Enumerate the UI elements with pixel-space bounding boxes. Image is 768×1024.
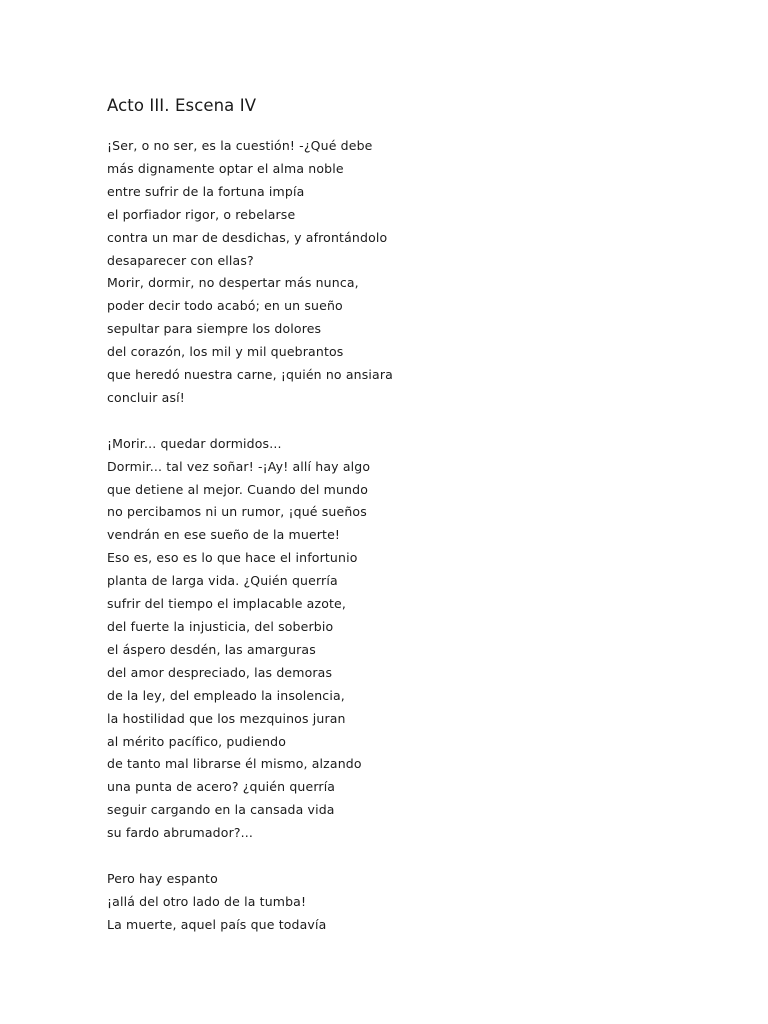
document-title: Acto III. Escena IV — [107, 96, 257, 115]
poem-line: sepultar para siempre los dolores — [107, 321, 322, 337]
poem-line: La muerte, aquel país que todavía — [107, 916, 327, 932]
poem-line: Dormir... tal vez soñar! -¡Ay! allí hay algo — [107, 458, 371, 474]
poem-line: sufrir del tiempo el implacable azote, — [107, 596, 347, 612]
poem-line: Eso es, eso es lo que hace el infortunio — [107, 550, 358, 566]
poem-line: de la ley, del empleado la insolencia, — [107, 687, 345, 703]
stanza — [107, 433, 727, 845]
poem-line: que detiene al mejor. Cuando del mundo — [107, 481, 368, 497]
poem-line: Morir, dormir, no despertar más nunca, — [107, 275, 359, 291]
poem-line: al mérito pacífico, pudiendo — [107, 733, 287, 749]
poem-line: el porfiador rigor, o rebelarse — [107, 206, 296, 222]
stanza — [107, 135, 727, 410]
poem-line: el áspero desdén, las amarguras — [107, 641, 316, 657]
poem-line: su fardo abrumador?... — [107, 825, 254, 841]
poem-line: contra un mar de desdichas, y afrontándolo — [107, 229, 388, 245]
poem-line: vendrán en ese sueño de la muerte! — [107, 527, 341, 543]
poem-line: la hostilidad que los mezquinos juran — [107, 710, 346, 726]
poem-line: entre sufrir de la fortuna impía — [107, 183, 305, 199]
poem-line: planta de larga vida. ¿Quién querría — [107, 573, 338, 589]
poem-line: seguir cargando en la cansada vida — [107, 802, 335, 818]
poem-line: del amor despreciado, las demoras — [107, 664, 333, 680]
poem-line: de tanto mal librarse él mismo, alzando — [107, 756, 362, 772]
document-page — [107, 94, 727, 960]
poem-line: más dignamente optar el alma noble — [107, 160, 344, 176]
poem-line: concluir así! — [107, 389, 185, 405]
poem-line: del corazón, los mil y mil quebrantos — [107, 344, 344, 360]
poem-line: poder decir todo acabó; en un sueño — [107, 298, 343, 314]
poem-line: del fuerte la injusticia, del soberbio — [107, 619, 334, 635]
poem-line: ¡Morir... quedar dormidos... — [107, 435, 282, 451]
poem-line: que heredó nuestra carne, ¡quién no ansiara — [107, 367, 393, 383]
poem-line: no percibamos ni un rumor, ¡qué sueños — [107, 504, 367, 520]
poem-line: ¡allá del otro lado de la tumba! — [107, 893, 307, 909]
poem-line: una punta de acero? ¿quién querría — [107, 779, 336, 795]
poem-body — [107, 135, 727, 937]
poem-line: Pero hay espanto — [107, 870, 218, 886]
poem-line: ¡Ser, o no ser, es la cuestión! -¿Qué debe — [107, 138, 373, 153]
stanza — [107, 868, 727, 937]
poem-line: desaparecer con ellas? — [107, 252, 254, 268]
